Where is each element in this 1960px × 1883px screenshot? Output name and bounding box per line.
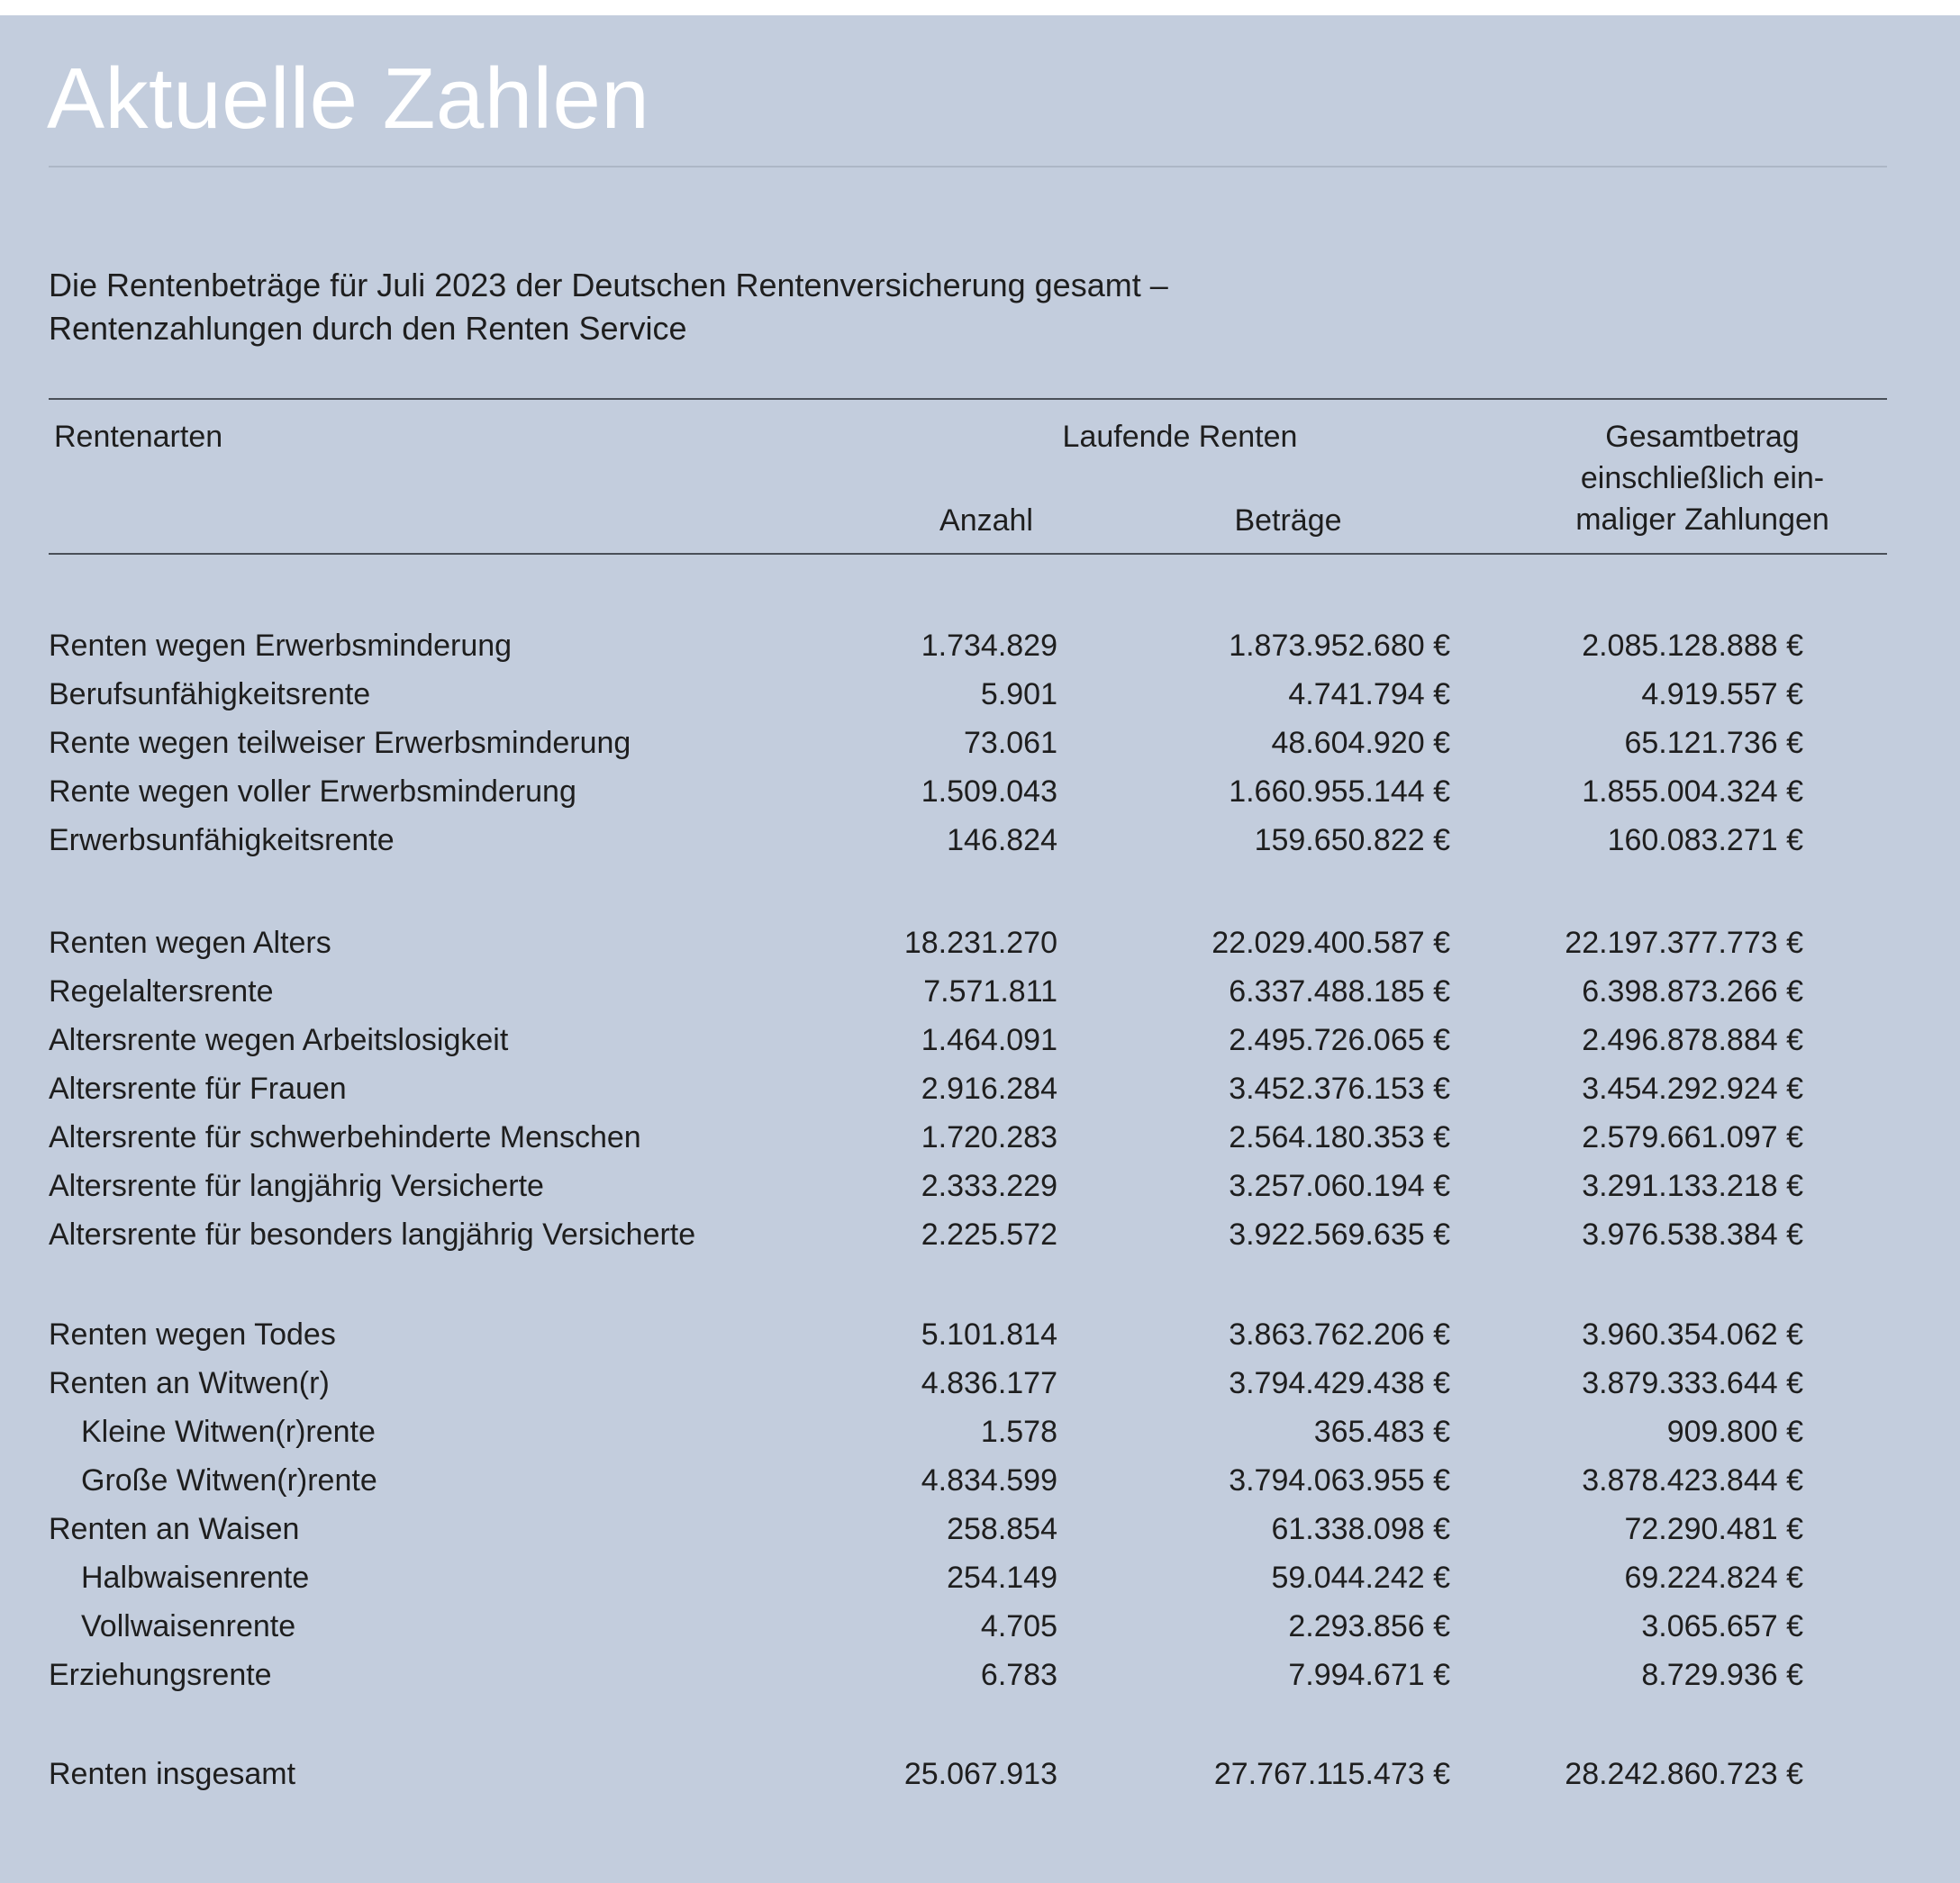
row-anzahl: 4.834.599 [921, 1463, 1057, 1498]
row-anzahl: 1.720.283 [921, 1120, 1057, 1154]
header-anzahl: Anzahl [939, 503, 1033, 538]
row-betrag: 4.741.794 € [1288, 677, 1450, 711]
row-label: Berufsunfähigkeitsrente [49, 677, 371, 711]
row-betrag: 3.922.569.635 € [1229, 1218, 1450, 1252]
table-row [0, 1362, 1960, 1404]
row-label: Altersrente für Frauen [49, 1072, 347, 1106]
row-anzahl: 5.901 [980, 677, 1057, 711]
row-anzahl: 146.824 [947, 823, 1057, 857]
table-row [0, 922, 1960, 964]
row-gesamtbetrag: 3.960.354.062 € [1582, 1317, 1803, 1352]
row-label: Vollwaisenrente [81, 1609, 296, 1643]
table-caption-line-1: Die Rentenbeträge für Juli 2023 der Deutschen Rentenversicherung gesamt – [49, 267, 1168, 303]
row-gesamtbetrag: 160.083.271 € [1607, 823, 1803, 857]
row-gesamtbetrag: 3.878.423.844 € [1582, 1463, 1803, 1498]
row-anzahl: 1.464.091 [921, 1023, 1057, 1057]
row-anzahl: 1.578 [980, 1415, 1057, 1449]
content-panel [0, 15, 1960, 1883]
row-gesamtbetrag: 8.729.936 € [1641, 1658, 1803, 1692]
row-gesamtbetrag: 72.290.481 € [1624, 1512, 1803, 1546]
table-row [0, 1019, 1960, 1061]
table-row [0, 722, 1960, 764]
row-betrag: 7.994.671 € [1288, 1658, 1450, 1692]
row-gesamtbetrag: 3.879.333.644 € [1582, 1366, 1803, 1400]
row-betrag: 1.660.955.144 € [1229, 774, 1450, 809]
row-betrag: 27.767.115.473 € [1213, 1757, 1450, 1791]
row-betrag: 2.495.726.065 € [1229, 1023, 1450, 1057]
row-anzahl: 2.225.572 [921, 1218, 1057, 1252]
table-row [0, 1068, 1960, 1109]
row-betrag: 3.863.762.206 € [1229, 1317, 1450, 1352]
row-anzahl: 5.101.814 [921, 1317, 1057, 1352]
row-betrag: 61.338.098 € [1271, 1512, 1450, 1546]
row-gesamtbetrag: 2.496.878.884 € [1582, 1023, 1803, 1057]
row-betrag: 48.604.920 € [1271, 726, 1450, 760]
row-anzahl: 73.061 [964, 726, 1057, 760]
row-label: Große Witwen(r)rente [81, 1463, 377, 1498]
row-gesamtbetrag: 1.855.004.324 € [1582, 774, 1803, 809]
table-row [0, 771, 1960, 812]
row-label: Renten an Witwen(r) [49, 1366, 330, 1400]
table-top-rule [49, 398, 1887, 400]
table-row [0, 1508, 1960, 1550]
row-gesamtbetrag: 69.224.824 € [1624, 1561, 1803, 1595]
table-row-total [0, 1753, 1960, 1795]
row-betrag: 2.564.180.353 € [1229, 1120, 1450, 1154]
row-label: Rente wegen teilweiser Erwerbsminderung [49, 726, 631, 760]
table-caption-line-2: Rentenzahlungen durch den Renten Service [49, 310, 687, 347]
table-row [0, 674, 1960, 715]
header-gesamtbetrag [1513, 416, 1892, 540]
row-label: Renten an Waisen [49, 1512, 300, 1546]
row-gesamtbetrag: 909.800 € [1666, 1415, 1803, 1449]
table-row [0, 625, 1960, 666]
row-betrag: 3.257.060.194 € [1229, 1169, 1450, 1203]
row-gesamtbetrag: 2.579.661.097 € [1582, 1120, 1803, 1154]
row-betrag: 3.794.429.438 € [1229, 1366, 1450, 1400]
row-betrag: 1.873.952.680 € [1229, 629, 1450, 663]
row-label: Renten insgesamt [49, 1757, 296, 1791]
header-gesamtbetrag-line-3: maliger Zahlungen [1575, 502, 1829, 537]
row-anzahl: 25.067.913 [903, 1757, 1057, 1791]
page-title: Aktuelle Zahlen [47, 50, 650, 147]
row-anzahl: 258.854 [947, 1512, 1057, 1546]
row-anzahl: 4.705 [980, 1609, 1057, 1643]
row-label: Renten wegen Todes [49, 1317, 336, 1352]
row-anzahl: 254.149 [947, 1561, 1057, 1595]
row-label: Erwerbsunfähigkeitsrente [49, 823, 395, 857]
row-label: Erziehungsrente [49, 1658, 272, 1692]
row-label: Altersrente für langjährig Versicherte [49, 1169, 544, 1203]
row-betrag: 159.650.822 € [1254, 823, 1450, 857]
row-betrag: 22.029.400.587 € [1211, 926, 1450, 960]
row-gesamtbetrag: 3.291.133.218 € [1582, 1169, 1803, 1203]
table-row [0, 1117, 1960, 1158]
row-gesamtbetrag: 2.085.128.888 € [1582, 629, 1803, 663]
header-laufende-renten: Laufende Renten [1062, 420, 1298, 454]
row-betrag: 365.483 € [1313, 1415, 1450, 1449]
row-betrag: 3.452.376.153 € [1229, 1072, 1450, 1106]
row-gesamtbetrag: 3.065.657 € [1641, 1609, 1803, 1643]
row-label: Altersrente für schwerbehinderte Menschen [49, 1120, 641, 1154]
row-gesamtbetrag: 22.197.377.773 € [1565, 926, 1803, 960]
row-betrag: 2.293.856 € [1288, 1609, 1450, 1643]
table-row [0, 1557, 1960, 1598]
row-anzahl: 7.571.811 [923, 974, 1057, 1009]
header-betraege: Beträge [1234, 503, 1342, 538]
table-row [0, 819, 1960, 861]
row-gesamtbetrag: 6.398.873.266 € [1582, 974, 1803, 1009]
row-betrag: 6.337.488.185 € [1229, 974, 1450, 1009]
row-anzahl: 2.333.229 [921, 1169, 1057, 1203]
title-divider [49, 166, 1887, 167]
row-label: Altersrente wegen Arbeitslosigkeit [49, 1023, 509, 1057]
row-label: Rente wegen voller Erwerbsminderung [49, 774, 576, 809]
row-gesamtbetrag: 28.242.860.723 € [1565, 1757, 1803, 1791]
row-gesamtbetrag: 3.976.538.384 € [1582, 1218, 1803, 1252]
table-header-rule [49, 553, 1887, 555]
table-row [0, 1165, 1960, 1207]
row-anzahl: 4.836.177 [921, 1366, 1057, 1400]
table-row [0, 1606, 1960, 1647]
row-label: Renten wegen Erwerbsminderung [49, 629, 513, 663]
row-anzahl: 2.916.284 [921, 1072, 1057, 1106]
row-anzahl: 18.231.270 [903, 926, 1057, 960]
header-gesamtbetrag-line-1: Gesamtbetrag [1605, 420, 1800, 454]
row-label: Halbwaisenrente [81, 1561, 310, 1595]
row-label: Regelaltersrente [49, 974, 274, 1009]
row-label: Kleine Witwen(r)rente [81, 1415, 376, 1449]
row-gesamtbetrag: 4.919.557 € [1641, 677, 1803, 711]
row-anzahl: 1.734.829 [921, 629, 1057, 663]
header-gesamtbetrag-line-2: einschließlich ein- [1580, 461, 1825, 495]
row-gesamtbetrag: 3.454.292.924 € [1582, 1072, 1803, 1106]
table-row [0, 1214, 1960, 1255]
header-rentenarten: Rentenarten [54, 420, 223, 454]
table-row [0, 1460, 1960, 1501]
table-row [0, 971, 1960, 1012]
row-betrag: 3.794.063.955 € [1229, 1463, 1450, 1498]
row-label: Altersrente für besonders langjährig Versicherte [49, 1218, 696, 1252]
table-row [0, 1314, 1960, 1355]
row-anzahl: 6.783 [980, 1658, 1057, 1692]
row-gesamtbetrag: 65.121.736 € [1624, 726, 1803, 760]
table-row [0, 1654, 1960, 1696]
row-label: Renten wegen Alters [49, 926, 331, 960]
row-anzahl: 1.509.043 [921, 774, 1057, 809]
row-betrag: 59.044.242 € [1271, 1561, 1450, 1595]
table-row [0, 1411, 1960, 1453]
